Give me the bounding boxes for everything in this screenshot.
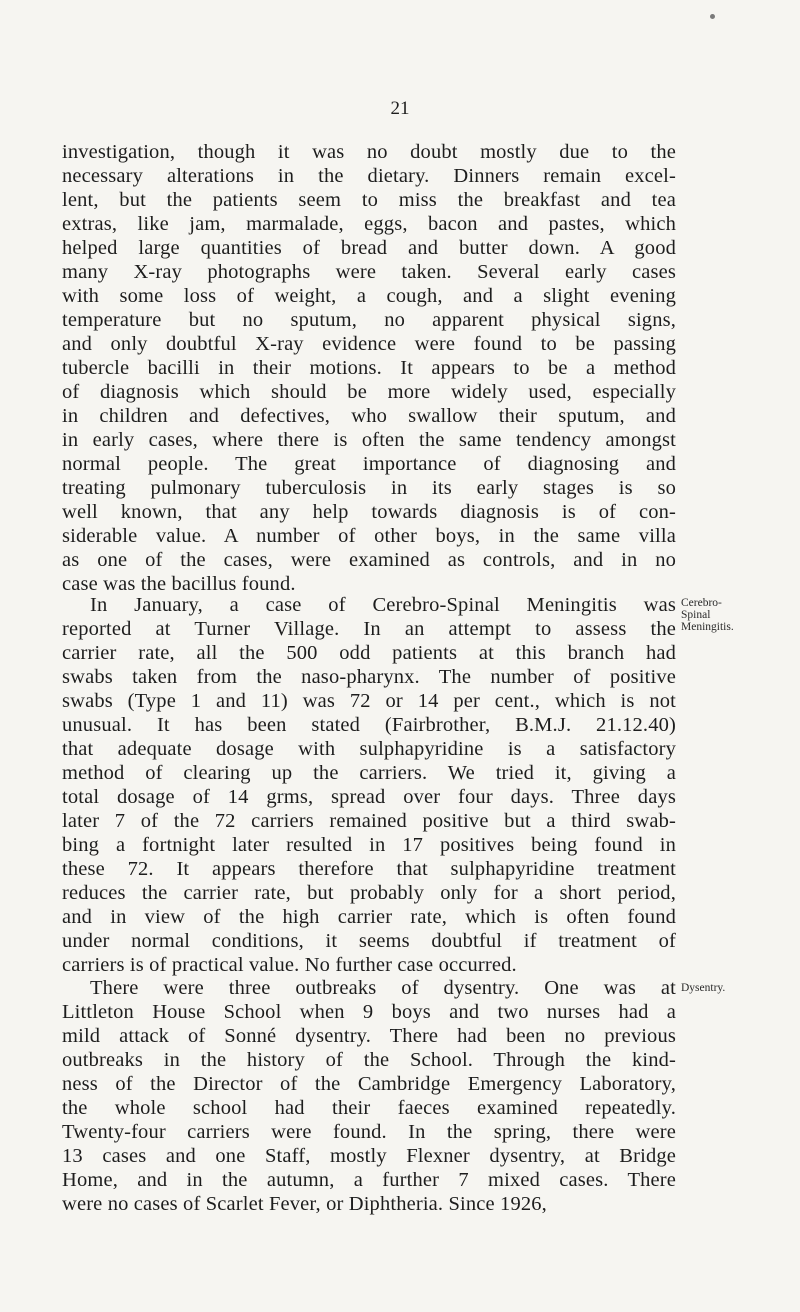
- text-line: case was the bacillus found.: [62, 573, 296, 595]
- text-line: normal people. The great importance of diagnosing and: [62, 453, 676, 475]
- text-line: of diagnosis which should be more widely used, especially: [62, 381, 676, 403]
- text-line: carriers is of practical value. No further case occurred.: [62, 954, 517, 976]
- text-line: the whole school had their faeces examined repeatedly.: [62, 1097, 676, 1119]
- paper-speck: [710, 14, 715, 19]
- text-line: helped large quantities of bread and butter down. A good: [62, 237, 676, 259]
- margin-note-meningitis: [681, 597, 734, 633]
- text-line: necessary alterations in the dietary. Dinners remain excel-: [62, 165, 676, 187]
- text-line: reported at Turner Village. In an attempt to assess the: [62, 618, 676, 640]
- text-line: in children and defectives, who swallow their sputum, and: [62, 405, 676, 427]
- text-line: tubercle bacilli in their motions. It appears to be a method: [62, 357, 676, 379]
- text-line: 13 cases and one Staff, mostly Flexner dysentry, at Bridge: [62, 1145, 676, 1167]
- margin-note-line: Cerebro-: [681, 597, 722, 609]
- text-line: In January, a case of Cerebro-Spinal Meningitis was: [90, 594, 676, 616]
- text-line: Home, and in the autumn, a further 7 mixed cases. There: [62, 1169, 676, 1191]
- text-line: unusual. It has been stated (Fairbrother, B.M.J. 21.12.40): [62, 714, 676, 736]
- text-line: in early cases, where there is often the same tendency amongst: [62, 429, 676, 451]
- text-line: Twenty-four carriers were found. In the spring, there were: [62, 1121, 676, 1143]
- text-line: ness of the Director of the Cambridge Emergency Laboratory,: [62, 1073, 676, 1095]
- text-line: carrier rate, all the 500 odd patients at this branch had: [62, 642, 676, 664]
- margin-note-line: Spinal: [681, 609, 711, 621]
- text-line: total dosage of 14 grms, spread over four days. Three days: [62, 786, 676, 808]
- text-line: method of clearing up the carriers. We tried it, giving a: [62, 762, 676, 784]
- text-line: these 72. It appears therefore that sulphapyridine treatment: [62, 858, 676, 880]
- text-line: siderable value. A number of other boys, in the same villa: [62, 525, 676, 547]
- text-line: temperature but no sputum, no apparent physical signs,: [62, 309, 676, 331]
- text-line: later 7 of the 72 carriers remained positive but a third swab-: [62, 810, 676, 832]
- margin-note-line: Meningitis.: [681, 621, 734, 633]
- margin-note-dysentry: [681, 982, 725, 994]
- text-line: as one of the cases, were examined as controls, and in no: [62, 549, 676, 571]
- text-line: with some loss of weight, a cough, and a slight evening: [62, 285, 676, 307]
- text-line: many X-ray photographs were taken. Several early cases: [62, 261, 676, 283]
- text-line: and only doubtful X-ray evidence were found to be passing: [62, 333, 676, 355]
- text-line: were no cases of Scarlet Fever, or Diphtheria. Since 1926,: [62, 1193, 547, 1215]
- paragraph-1: [62, 140, 676, 596]
- text-line: investigation, though it was no doubt mostly due to the: [62, 141, 676, 163]
- text-line: well known, that any help towards diagnosis is of con-: [62, 501, 676, 523]
- text-line: that adequate dosage with sulphapyridine is a satisfactory: [62, 738, 676, 760]
- text-line: treating pulmonary tuberculosis in its early stages is so: [62, 477, 676, 499]
- text-line: bing a fortnight later resulted in 17 positives being found in: [62, 834, 676, 856]
- text-line: Littleton House School when 9 boys and two nurses had a: [62, 1001, 676, 1023]
- paragraph-2: [62, 593, 676, 977]
- text-line: outbreaks in the history of the School. Through the kind-: [62, 1049, 676, 1071]
- text-line: extras, like jam, marmalade, eggs, bacon and pastes, which: [62, 213, 676, 235]
- text-line: and in view of the high carrier rate, which is often found: [62, 906, 676, 928]
- text-line: There were three outbreaks of dysentry. One was at: [90, 977, 676, 999]
- margin-note-line: Dysentry.: [681, 982, 726, 994]
- text-line: reduces the carrier rate, but probably only for a short period,: [62, 882, 676, 904]
- text-line: mild attack of Sonné dysentry. There had been no previous: [62, 1025, 676, 1047]
- text-line: under normal conditions, it seems doubtful if treatment of: [62, 930, 676, 952]
- text-line: lent, but the patients seem to miss the breakfast and tea: [62, 189, 676, 211]
- text-line: swabs taken from the naso-pharynx. The number of positive: [62, 666, 676, 688]
- paragraph-3: [62, 976, 676, 1216]
- page-number: 21: [390, 98, 410, 119]
- text-line: swabs (Type 1 and 11) was 72 or 14 per cent., which is not: [62, 690, 676, 712]
